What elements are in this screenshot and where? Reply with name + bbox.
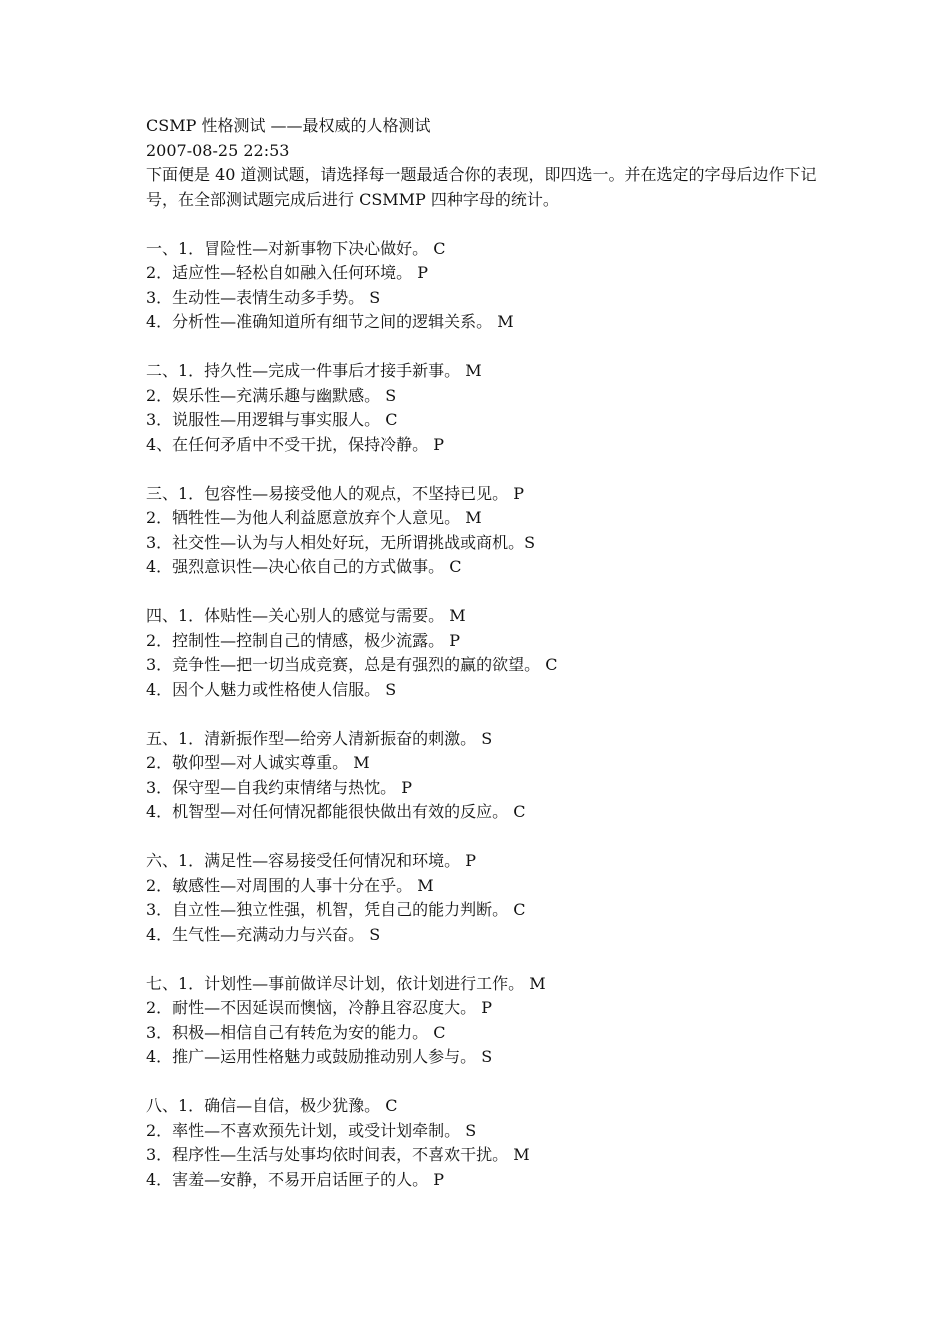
question-7-option-1: 七、1．计划性—事前做详尽计划，依计划进行工作。 M (146, 973, 546, 993)
question-4 (146, 604, 826, 702)
question-1-option-2: 2．适应性—轻松自如融入任何环境。 P (146, 263, 429, 282)
question-1-option-3: 3．生动性—表情生动多手势。 S (146, 287, 381, 307)
document-intro: 下面便是 40 道测试题，请选择每一题最适合你的表现，即四选一。并在选定的字母后边作下记号，在全部测试题完成后进行 CSMMP 四种字母的统计。 (146, 165, 817, 209)
blank-line (146, 702, 826, 727)
blank-line (146, 457, 826, 482)
question-5-option-2: 2．敬仰型—对人诚实尊重。 M (146, 753, 370, 772)
blank-line (146, 335, 826, 360)
document-date: 2007-08-25 22:53 (146, 140, 290, 160)
question-3-option-1: 三、1．包容性—易接受他人的观点，不坚持已见。 P (146, 483, 525, 503)
question-8-option-2: 2．率性—不喜欢预先计划，或受计划牵制。 S (146, 1120, 477, 1140)
document-title: CSMP 性格测试 ——最权威的人格测试 (146, 116, 431, 135)
question-4-option-1: 四、1．体贴性—关心别人的感觉与需要。 M (146, 606, 466, 625)
question-2-option-2: 2．娱乐性—充满乐趣与幽默感。 S (146, 385, 397, 405)
blank-line (146, 825, 826, 850)
question-1 (146, 237, 826, 335)
question-6-option-4: 4．生气性—充满动力与兴奋。 S (146, 924, 381, 944)
question-3-option-4: 4．强烈意识性—决心依自己的方式做事。 C (146, 557, 462, 576)
question-7 (146, 972, 826, 1070)
question-6 (146, 849, 826, 947)
question-1-option-1: 一、1．冒险性—对新事物下决心做好。 C (146, 238, 446, 258)
question-6-option-1: 六、1．满足性—容易接受任何情况和环境。 P (146, 851, 477, 870)
question-5 (146, 727, 826, 825)
question-3-option-3: 3．社交性—认为与人相处好玩，无所谓挑战或商机。S (146, 532, 536, 552)
question-4-option-2: 2．控制性—控制自己的情感，极少流露。 P (146, 630, 461, 650)
question-5-option-4: 4．机智型—对任何情况都能很快做出有效的反应。 C (146, 802, 526, 821)
blank-line (146, 212, 826, 237)
question-7-option-3: 3．积极—相信自己有转危为安的能力。 C (146, 1022, 446, 1042)
question-7-option-2: 2．耐性—不因延误而懊恼，冷静且容忍度大。 P (146, 998, 493, 1017)
question-7-option-4: 4．推广—运用性格魅力或鼓励推动别人参与。 S (146, 1047, 493, 1066)
question-5-option-3: 3．保守型—自我约束情绪与热忱。 P (146, 777, 413, 797)
question-8 (146, 1094, 826, 1192)
question-1-option-4: 4．分析性—准确知道所有细节之间的逻辑关系。 M (146, 312, 514, 331)
blank-line (146, 947, 826, 972)
question-8-option-1: 八、1．确信—自信，极少犹豫。 C (146, 1096, 398, 1115)
document-page (146, 114, 826, 1192)
question-8-option-3: 3．程序性—生活与处事均依时间表，不喜欢干扰。 M (146, 1145, 530, 1164)
blank-line (146, 1070, 826, 1095)
question-6-option-3: 3．自立性—独立性强，机智，凭自己的能力判断。 C (146, 900, 526, 919)
question-8-option-4: 4．害羞—安静，不易开启话匣子的人。 P (146, 1169, 445, 1189)
blank-line (146, 580, 826, 605)
question-2-option-3: 3．说服性—用逻辑与事实服人。 C (146, 410, 398, 429)
question-2-option-4: 4、在任何矛盾中不受干扰，保持冷静。 P (146, 434, 445, 454)
question-3 (146, 482, 826, 580)
question-4-option-4: 4．因个人魅力或性格使人信服。 S (146, 679, 397, 699)
question-4-option-3: 3．竞争性—把一切当成竞赛，总是有强烈的赢的欲望。 C (146, 655, 558, 674)
question-2-option-1: 二、1．持久性—完成一件事后才接手新事。 M (146, 361, 482, 380)
question-6-option-2: 2．敏感性—对周围的人事十分在乎。 M (146, 875, 434, 895)
question-3-option-2: 2．牺牲性—为他人利益愿意放弃个人意见。 M (146, 508, 482, 527)
question-5-option-1: 五、1．清新振作型—给旁人清新振奋的刺激。 S (146, 728, 493, 748)
question-2 (146, 359, 826, 457)
